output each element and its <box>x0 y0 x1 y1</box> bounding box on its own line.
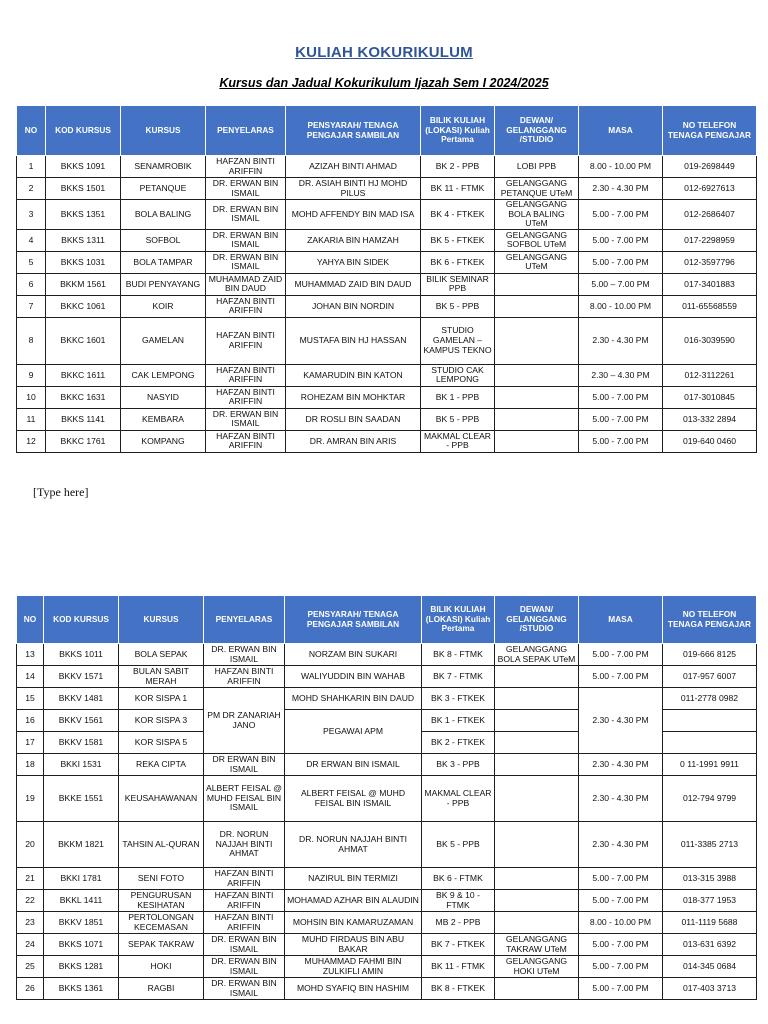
table-row <box>17 229 757 251</box>
table-row <box>17 644 757 666</box>
col-header-penyelaras: PENYELARAS <box>206 106 286 156</box>
cell-no: 14 <box>17 666 44 688</box>
cell-kursus: BUDI PENYAYANG <box>121 273 206 295</box>
cell-pensyarah: PEGAWAI APM <box>285 710 422 754</box>
cell-no-telefon: 013-315 3988 <box>663 868 757 890</box>
cell-kursus: PETANQUE <box>121 178 206 200</box>
cell-masa: 2.30 - 4.30 PM <box>579 776 663 822</box>
cell-kod-kursus: BKKL 1411 <box>44 890 119 912</box>
cell-kod-kursus: BKKV 1571 <box>44 666 119 688</box>
cell-kod-kursus: BKKC 1061 <box>46 295 121 317</box>
cell-bilik-kuliah: MAKMAL CLEAR - PPB <box>421 430 495 452</box>
cell-penyelaras: DR. ERWAN BIN ISMAIL <box>206 251 286 273</box>
table-row <box>17 912 757 934</box>
table-row <box>17 776 757 822</box>
table-body-2 <box>17 644 757 1000</box>
table-row <box>17 295 757 317</box>
cell-no-telefon: 018-377 1953 <box>663 890 757 912</box>
table-row <box>17 273 757 295</box>
cell-kod-kursus: BKKM 1561 <box>46 273 121 295</box>
col-header-kursus: KURSUS <box>121 106 206 156</box>
cell-bilik-kuliah: BK 3 - PPB <box>422 754 495 776</box>
cell-no: 11 <box>17 408 46 430</box>
cell-bilik-kuliah: BK 8 - FTKEK <box>422 978 495 1000</box>
cell-masa: 5.00 – 7.00 PM <box>579 273 663 295</box>
cell-pensyarah: NORZAM BIN SUKARI <box>285 644 422 666</box>
cell-bilik-kuliah: BK 1 - PPB <box>421 386 495 408</box>
cell-masa: 5.00 - 7.00 PM <box>579 430 663 452</box>
cell-no: 2 <box>17 178 46 200</box>
cell-kursus: CAK LEMPONG <box>121 364 206 386</box>
cell-pensyarah: DR. NORUN NAJJAH BINTI AHMAT <box>285 822 422 868</box>
cell-dewan <box>495 776 579 822</box>
cell-dewan <box>495 386 579 408</box>
col-header-pensyarah: PENSYARAH/ TENAGA PENGAJAR SAMBILAN <box>285 596 422 644</box>
cell-masa: 5.00 - 7.00 PM <box>579 934 663 956</box>
cell-kod-kursus: BKKS 1141 <box>46 408 121 430</box>
cell-kursus: KOIR <box>121 295 206 317</box>
cell-no-telefon: 014-345 0684 <box>663 956 757 978</box>
cell-dewan <box>495 273 579 295</box>
cell-no: 16 <box>17 710 44 732</box>
cell-kod-kursus: BKKS 1011 <box>44 644 119 666</box>
cell-dewan: LOBI PPB <box>495 156 579 178</box>
cell-no: 8 <box>17 317 46 364</box>
cell-kod-kursus: BKKS 1281 <box>44 956 119 978</box>
cell-kursus: BOLA SEPAK <box>119 644 204 666</box>
cell-kursus: KOR SISPA 1 <box>119 688 204 710</box>
cell-kod-kursus: BKKI 1781 <box>44 868 119 890</box>
cell-penyelaras: DR. ERWAN BIN ISMAIL <box>206 200 286 230</box>
cell-masa: 5.00 - 7.00 PM <box>579 956 663 978</box>
cell-pensyarah: MUHAMMAD FAHMI BIN ZULKIFLI AMIN <box>285 956 422 978</box>
table-row <box>17 364 757 386</box>
cell-pensyarah: KAMARUDIN BIN KATON <box>286 364 421 386</box>
cell-no: 21 <box>17 868 44 890</box>
table-row <box>17 978 757 1000</box>
cell-masa: 8.00 - 10.00 PM <box>579 295 663 317</box>
cell-kursus: SEPAK TAKRAW <box>119 934 204 956</box>
cell-no-telefon: 012-794 9799 <box>663 776 757 822</box>
cell-bilik-kuliah: STUDIO CAK LEMPONG <box>421 364 495 386</box>
table-row <box>17 317 757 364</box>
table-row <box>17 408 757 430</box>
col-header-no-telefon: NO TELEFON TENAGA PENGAJAR <box>663 106 757 156</box>
cell-penyelaras: MUHAMMAD ZAID BIN DAUD <box>206 273 286 295</box>
cell-dewan <box>495 295 579 317</box>
table-row <box>17 934 757 956</box>
cell-kursus: SENI FOTO <box>119 868 204 890</box>
cell-bilik-kuliah: BK 5 - PPB <box>421 295 495 317</box>
cell-pensyarah: NAZIRUL BIN TERMIZI <box>285 868 422 890</box>
cell-no-telefon: 012-6927613 <box>663 178 757 200</box>
cell-penyelaras: HAFZAN BINTI ARIFFIN <box>204 890 285 912</box>
cell-kursus: SENAMROBIK <box>121 156 206 178</box>
cell-kursus: TAHSIN AL-QURAN <box>119 822 204 868</box>
cell-no-telefon: 012-2686407 <box>663 200 757 230</box>
cell-no-telefon <box>663 732 757 754</box>
cell-no-telefon: 017-3010845 <box>663 386 757 408</box>
cell-penyelaras: DR. ERWAN BIN ISMAIL <box>206 408 286 430</box>
cell-dewan: GELANGGANG BOLA BALING UTeM <box>495 200 579 230</box>
cell-bilik-kuliah: BK 2 - PPB <box>421 156 495 178</box>
cell-masa: 2.30 - 4.30 PM <box>579 822 663 868</box>
cell-kod-kursus: BKKS 1311 <box>46 229 121 251</box>
cell-bilik-kuliah: BK 7 - FTKEK <box>422 934 495 956</box>
cell-dewan <box>495 364 579 386</box>
cell-kursus: BULAN SABIT MERAH <box>119 666 204 688</box>
cell-no: 26 <box>17 978 44 1000</box>
cell-penyelaras: DR. ERWAN BIN ISMAIL <box>204 956 285 978</box>
cell-no: 6 <box>17 273 46 295</box>
cell-bilik-kuliah: BK 6 - FTKEK <box>421 251 495 273</box>
cell-bilik-kuliah: BK 11 - FTMK <box>421 178 495 200</box>
cell-kod-kursus: BKKS 1361 <box>44 978 119 1000</box>
cell-dewan: GELANGGANG PETANQUE UTeM <box>495 178 579 200</box>
cell-dewan <box>495 912 579 934</box>
cell-no: 17 <box>17 732 44 754</box>
col-header-masa: MASA <box>579 596 663 644</box>
cell-kod-kursus: BKKS 1071 <box>44 934 119 956</box>
cell-masa: 2.30 - 4.30 PM <box>579 317 663 364</box>
cell-pensyarah: MOHD SYAFIQ BIN HASHIM <box>285 978 422 1000</box>
cell-no-telefon: 011-1119 5688 <box>663 912 757 934</box>
col-header-no: NO <box>17 596 44 644</box>
cell-no-telefon: 013-332 2894 <box>663 408 757 430</box>
cell-no: 4 <box>17 229 46 251</box>
cell-no-telefon: 012-3597796 <box>663 251 757 273</box>
cell-no: 20 <box>17 822 44 868</box>
cell-bilik-kuliah: BILIK SEMINAR PPB <box>421 273 495 295</box>
cell-kursus: KOR SISPA 5 <box>119 732 204 754</box>
cell-pensyarah: JOHAN BIN NORDIN <box>286 295 421 317</box>
table-header-row <box>17 106 757 156</box>
cell-masa: 2.30 - 4.30 PM <box>579 178 663 200</box>
cell-no: 13 <box>17 644 44 666</box>
cell-penyelaras: HAFZAN BINTI ARIFFIN <box>206 156 286 178</box>
cell-no-telefon: 019-2698449 <box>663 156 757 178</box>
col-header-penyelaras: PENYELARAS <box>204 596 285 644</box>
cell-dewan <box>495 688 579 710</box>
table-row <box>17 822 757 868</box>
table-row <box>17 178 757 200</box>
cell-kursus: REKA CIPTA <box>119 754 204 776</box>
cell-no: 23 <box>17 912 44 934</box>
cell-kod-kursus: BKKC 1611 <box>46 364 121 386</box>
cell-bilik-kuliah: MAKMAL CLEAR - PPB <box>422 776 495 822</box>
col-header-no-telefon: NO TELEFON TENAGA PENGAJAR <box>663 596 757 644</box>
cell-dewan: GELANGGANG UTeM <box>495 251 579 273</box>
cell-kursus: KEUSAHAWANAN <box>119 776 204 822</box>
cell-pensyarah: DR ROSLI BIN SAADAN <box>286 408 421 430</box>
cell-pensyarah: ALBERT FEISAL @ MUHD FEISAL BIN ISMAIL <box>285 776 422 822</box>
cell-bilik-kuliah: BK 7 - FTMK <box>422 666 495 688</box>
cell-no-telefon: 011-2778 0982 <box>663 688 757 710</box>
cell-kod-kursus: BKKC 1601 <box>46 317 121 364</box>
cell-masa: 8.00 - 10.00 PM <box>579 912 663 934</box>
cell-masa: 5.00 - 7.00 PM <box>579 890 663 912</box>
cell-dewan <box>495 317 579 364</box>
cell-kod-kursus: BKKS 1031 <box>46 251 121 273</box>
cell-no: 7 <box>17 295 46 317</box>
cell-pensyarah: MUHD FIRDAUS BIN ABU BAKAR <box>285 934 422 956</box>
cell-no: 25 <box>17 956 44 978</box>
cell-masa: 5.00 - 7.00 PM <box>579 868 663 890</box>
cell-pensyarah: DR ERWAN BIN ISMAIL <box>285 754 422 776</box>
table-row <box>17 956 757 978</box>
cell-bilik-kuliah: BK 11 - FTMK <box>422 956 495 978</box>
cell-penyelaras: DR. ERWAN BIN ISMAIL <box>204 644 285 666</box>
cell-penyelaras: DR. ERWAN BIN ISMAIL <box>206 178 286 200</box>
schedule-table-2 <box>16 595 757 1000</box>
cell-kursus: KOR SISPA 3 <box>119 710 204 732</box>
cell-bilik-kuliah: BK 5 - PPB <box>421 408 495 430</box>
table-header-row <box>17 596 757 644</box>
cell-kursus: NASYID <box>121 386 206 408</box>
cell-kursus: RAGBI <box>119 978 204 1000</box>
table-row <box>17 754 757 776</box>
cell-dewan <box>495 890 579 912</box>
cell-dewan <box>495 822 579 868</box>
cell-bilik-kuliah: BK 2 - FTKEK <box>422 732 495 754</box>
cell-dewan <box>495 710 579 732</box>
table-row <box>17 156 757 178</box>
cell-dewan <box>495 666 579 688</box>
cell-kod-kursus: BKKS 1351 <box>46 200 121 230</box>
cell-kod-kursus: BKKC 1631 <box>46 386 121 408</box>
cell-pensyarah: MOHSIN BIN KAMARUZAMAN <box>285 912 422 934</box>
cell-kod-kursus: BKKV 1561 <box>44 710 119 732</box>
cell-dewan <box>495 868 579 890</box>
schedule-table-1 <box>16 105 757 453</box>
cell-no-telefon: 017-403 3713 <box>663 978 757 1000</box>
cell-masa: 2.30 - 4.30 PM <box>579 754 663 776</box>
cell-penyelaras: DR. ERWAN BIN ISMAIL <box>206 229 286 251</box>
cell-no-telefon: 011-65568559 <box>663 295 757 317</box>
cell-pensyarah: AZIZAH BINTI AHMAD <box>286 156 421 178</box>
cell-kursus: PERTOLONGAN KECEMASAN <box>119 912 204 934</box>
cell-pensyarah: MUSTAFA BIN HJ HASSAN <box>286 317 421 364</box>
table-row <box>17 666 757 688</box>
col-header-dewan: DEWAN/ GELANGGANG /STUDIO <box>495 596 579 644</box>
table-row <box>17 251 757 273</box>
cell-no: 9 <box>17 364 46 386</box>
cell-masa: 5.00 - 7.00 PM <box>579 386 663 408</box>
table-row <box>17 868 757 890</box>
cell-kursus: KOMPANG <box>121 430 206 452</box>
cell-kod-kursus: BKKV 1581 <box>44 732 119 754</box>
cell-dewan: GELANGGANG TAKRAW UTeM <box>495 934 579 956</box>
cell-kursus: PENGURUSAN KESIHATAN <box>119 890 204 912</box>
document-subtitle: Kursus dan Jadual Kokurikulum Ijazah Sem I 2024/2025 <box>219 76 549 90</box>
table-row <box>17 688 757 710</box>
cell-penyelaras: DR. NORUN NAJJAH BINTI AHMAT <box>204 822 285 868</box>
cell-pensyarah: MUHAMMAD ZAID BIN DAUD <box>286 273 421 295</box>
cell-penyelaras: HAFZAN BINTI ARIFFIN <box>206 430 286 452</box>
cell-penyelaras: HAFZAN BINTI ARIFFIN <box>206 386 286 408</box>
cell-no: 5 <box>17 251 46 273</box>
cell-pensyarah: WALIYUDDIN BIN WAHAB <box>285 666 422 688</box>
cell-dewan: GELANGGANG SOFBOL UTeM <box>495 229 579 251</box>
table-row <box>17 200 757 230</box>
cell-pensyarah: YAHYA BIN SIDEK <box>286 251 421 273</box>
cell-no-telefon: 017-2298959 <box>663 229 757 251</box>
col-header-pensyarah: PENSYARAH/ TENAGA PENGAJAR SAMBILAN <box>286 106 421 156</box>
cell-kod-kursus: BKKI 1531 <box>44 754 119 776</box>
cell-masa: 8.00 - 10.00 PM <box>579 156 663 178</box>
cell-no: 3 <box>17 200 46 230</box>
cell-bilik-kuliah: BK 5 - PPB <box>422 822 495 868</box>
cell-no: 10 <box>17 386 46 408</box>
cell-penyelaras: HAFZAN BINTI ARIFFIN <box>204 868 285 890</box>
cell-penyelaras: DR. ERWAN BIN ISMAIL <box>204 978 285 1000</box>
cell-no-telefon: 013-631 6392 <box>663 934 757 956</box>
cell-kursus: SOFBOL <box>121 229 206 251</box>
cell-kod-kursus: BKKE 1551 <box>44 776 119 822</box>
cell-pensyarah: MOHD SHAHKARIN BIN DAUD <box>285 688 422 710</box>
cell-no-telefon: 012-3112261 <box>663 364 757 386</box>
cell-kod-kursus: BKKV 1481 <box>44 688 119 710</box>
cell-kod-kursus: BKKV 1851 <box>44 912 119 934</box>
cell-dewan: GELANGGANG BOLA SEPAK UTeM <box>495 644 579 666</box>
document-title: KULIAH KOKURIKULUM <box>295 44 473 61</box>
cell-kursus: BOLA BALING <box>121 200 206 230</box>
cell-kursus: HOKI <box>119 956 204 978</box>
cell-masa: 5.00 - 7.00 PM <box>579 251 663 273</box>
cell-masa: 2.30 – 4.30 PM <box>579 364 663 386</box>
cell-pensyarah: DR. ASIAH BINTI HJ MOHD PILUS <box>286 178 421 200</box>
col-header-masa: MASA <box>579 106 663 156</box>
col-header-dewan: DEWAN/ GELANGGANG /STUDIO <box>495 106 579 156</box>
table-row <box>17 386 757 408</box>
table-row <box>17 890 757 912</box>
cell-kod-kursus: BKKM 1821 <box>44 822 119 868</box>
col-header-kursus: KURSUS <box>119 596 204 644</box>
cell-no-telefon: 019-640 0460 <box>663 430 757 452</box>
cell-no-telefon: 017-3401883 <box>663 273 757 295</box>
cell-kursus: GAMELAN <box>121 317 206 364</box>
cell-bilik-kuliah: BK 9 & 10 - FTMK <box>422 890 495 912</box>
cell-pensyarah: ZAKARIA BIN HAMZAH <box>286 229 421 251</box>
cell-kod-kursus: BKKS 1091 <box>46 156 121 178</box>
col-header-no: NO <box>17 106 46 156</box>
cell-masa: 5.00 - 7.00 PM <box>579 408 663 430</box>
cell-no-telefon: 017-957 6007 <box>663 666 757 688</box>
cell-pensyarah: ROHEZAM BIN MOHKTAR <box>286 386 421 408</box>
cell-kursus: KEMBARA <box>121 408 206 430</box>
cell-no-telefon: 011-3385 2713 <box>663 822 757 868</box>
cell-penyelaras: HAFZAN BINTI ARIFFIN <box>204 912 285 934</box>
cell-masa: 5.00 - 7.00 PM <box>579 200 663 230</box>
cell-bilik-kuliah: BK 5 - FTKEK <box>421 229 495 251</box>
cell-masa: 5.00 - 7.00 PM <box>579 978 663 1000</box>
cell-no: 24 <box>17 934 44 956</box>
table-body-1 <box>17 156 757 453</box>
cell-no: 18 <box>17 754 44 776</box>
table-row <box>17 430 757 452</box>
cell-dewan <box>495 430 579 452</box>
col-header-kod-kursus: KOD KURSUS <box>44 596 119 644</box>
cell-no: 1 <box>17 156 46 178</box>
cell-no-telefon <box>663 710 757 732</box>
cell-masa: 2.30 - 4.30 PM <box>579 688 663 754</box>
cell-penyelaras: ALBERT FEISAL @ MUHD FEISAL BIN ISMAIL <box>204 776 285 822</box>
cell-penyelaras: PM DR ZANARIAH JANO <box>204 688 285 754</box>
cell-bilik-kuliah: BK 6 - FTMK <box>422 868 495 890</box>
cell-penyelaras: DR. ERWAN BIN ISMAIL <box>204 934 285 956</box>
cell-bilik-kuliah: BK 8 - FTMK <box>422 644 495 666</box>
col-header-bilik-kuliah: BILIK KULIAH (LOKASI) Kuliah Pertama <box>422 596 495 644</box>
cell-penyelaras: DR ERWAN BIN ISMAIL <box>204 754 285 776</box>
cell-no: 15 <box>17 688 44 710</box>
col-header-bilik-kuliah: BILIK KULIAH (LOKASI) Kuliah Pertama <box>421 106 495 156</box>
cell-no: 22 <box>17 890 44 912</box>
cell-no-telefon: 019-666 8125 <box>663 644 757 666</box>
type-here-placeholder: [Type here] <box>33 485 89 499</box>
cell-dewan <box>495 754 579 776</box>
col-header-kod-kursus: KOD KURSUS <box>46 106 121 156</box>
cell-penyelaras: HAFZAN BINTI ARIFFIN <box>204 666 285 688</box>
cell-bilik-kuliah: STUDIO GAMELAN – KAMPUS TEKNO <box>421 317 495 364</box>
cell-no-telefon: 016-3039590 <box>663 317 757 364</box>
cell-bilik-kuliah: BK 3 - FTKEK <box>422 688 495 710</box>
cell-dewan <box>495 732 579 754</box>
cell-dewan: GELANGGANG HOKI UTeM <box>495 956 579 978</box>
cell-penyelaras: HAFZAN BINTI ARIFFIN <box>206 295 286 317</box>
cell-penyelaras: HAFZAN BINTI ARIFFIN <box>206 364 286 386</box>
cell-dewan <box>495 408 579 430</box>
cell-no: 12 <box>17 430 46 452</box>
cell-no-telefon: 0 11-1991 9911 <box>663 754 757 776</box>
cell-masa: 5.00 - 7.00 PM <box>579 644 663 666</box>
cell-bilik-kuliah: BK 4 - FTKEK <box>421 200 495 230</box>
cell-pensyarah: DR. AMRAN BIN ARIS <box>286 430 421 452</box>
cell-kod-kursus: BKKS 1501 <box>46 178 121 200</box>
cell-kursus: BOLA TAMPAR <box>121 251 206 273</box>
cell-bilik-kuliah: MB 2 - PPB <box>422 912 495 934</box>
cell-masa: 5.00 - 7.00 PM <box>579 666 663 688</box>
cell-bilik-kuliah: BK 1 - FTKEK <box>422 710 495 732</box>
cell-pensyarah: MOHAMAD AZHAR BIN ALAUDIN <box>285 890 422 912</box>
cell-pensyarah: MOHD AFFENDY BIN MAD ISA <box>286 200 421 230</box>
cell-no: 19 <box>17 776 44 822</box>
cell-penyelaras: HAFZAN BINTI ARIFFIN <box>206 317 286 364</box>
cell-dewan <box>495 978 579 1000</box>
cell-masa: 5.00 - 7.00 PM <box>579 229 663 251</box>
cell-kod-kursus: BKKC 1761 <box>46 430 121 452</box>
